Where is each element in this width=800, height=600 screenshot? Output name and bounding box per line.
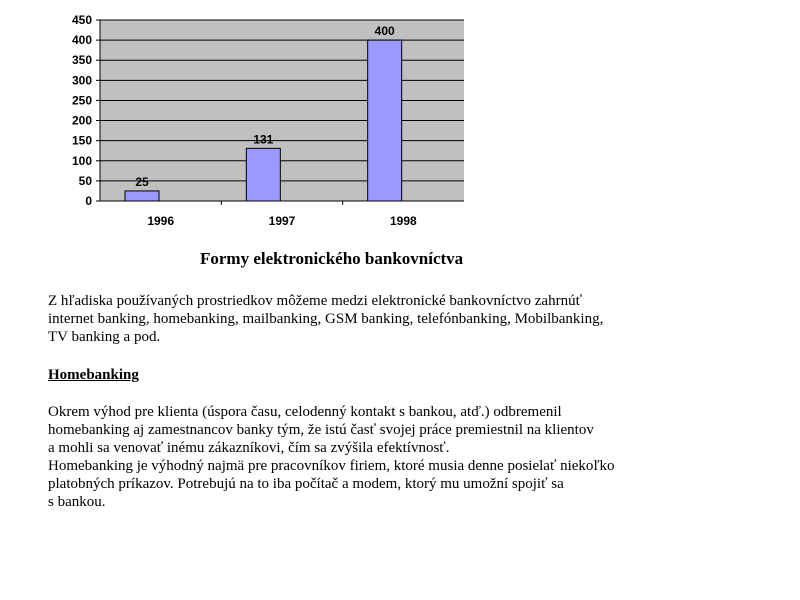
bar	[368, 40, 402, 201]
body-line: homebanking aj zamestnancov banky tým, že istú časť svojej práce premiestnil na klientov	[48, 422, 594, 438]
y-tick-label: 450	[71, 13, 92, 27]
intro-paragraph	[48, 292, 603, 346]
intro-line: internet banking, homebanking, mailbanking, GSM banking, telefónbanking, Mobilbanking,	[48, 311, 604, 327]
bar-chart	[0, 0, 480, 240]
x-tick-label: 1996	[147, 214, 175, 228]
x-tick-label: 1997	[268, 214, 296, 228]
body-paragraph	[48, 403, 615, 511]
y-tick-label: 100	[71, 153, 92, 168]
intro-line: TV banking a pod.	[48, 329, 161, 345]
bar	[125, 191, 159, 201]
plot-area	[100, 20, 464, 201]
data-label: 131	[253, 132, 274, 147]
body-line: platobných príkazov. Potrebujú na to iba počítač a modem, ktorý mu umožní spojiť sa	[48, 476, 564, 492]
data-label: 25	[135, 174, 149, 189]
body-line: s bankou.	[48, 494, 106, 510]
y-tick-label: 0	[85, 194, 92, 208]
body-line: a mohli sa venovať inému zákazníkovi, čím sa zvýšila efektívnosť.	[48, 440, 450, 456]
y-tick-label: 50	[78, 173, 92, 188]
y-tick-label: 200	[71, 113, 92, 128]
y-tick-label: 250	[71, 93, 92, 108]
bar	[246, 148, 280, 201]
y-tick-label: 150	[71, 133, 92, 148]
x-tick-label: 1998	[389, 214, 417, 228]
section-title: Homebanking	[48, 367, 139, 383]
body-line: Homebanking je výhodný najmä pre pracovníkov firiem, ktoré musia denne posielať niekoľko	[48, 458, 615, 474]
body-line: Okrem výhod pre klienta (úspora času, celodenný kontakt s bankou, atď.) odbremenil	[48, 404, 562, 420]
intro-line: Z hľadiska používaných prostriedkov môžeme medzi elektronické bankovníctvo zahrnúť	[48, 293, 582, 309]
chart-caption: Formy elektronického bankovníctva	[200, 249, 464, 268]
y-tick-label: 400	[71, 33, 92, 48]
y-axis-ticks	[72, 13, 100, 208]
data-label: 400	[374, 24, 395, 39]
y-tick-label: 300	[71, 73, 92, 88]
x-axis-ticks	[147, 201, 417, 228]
y-tick-label: 350	[71, 53, 92, 68]
